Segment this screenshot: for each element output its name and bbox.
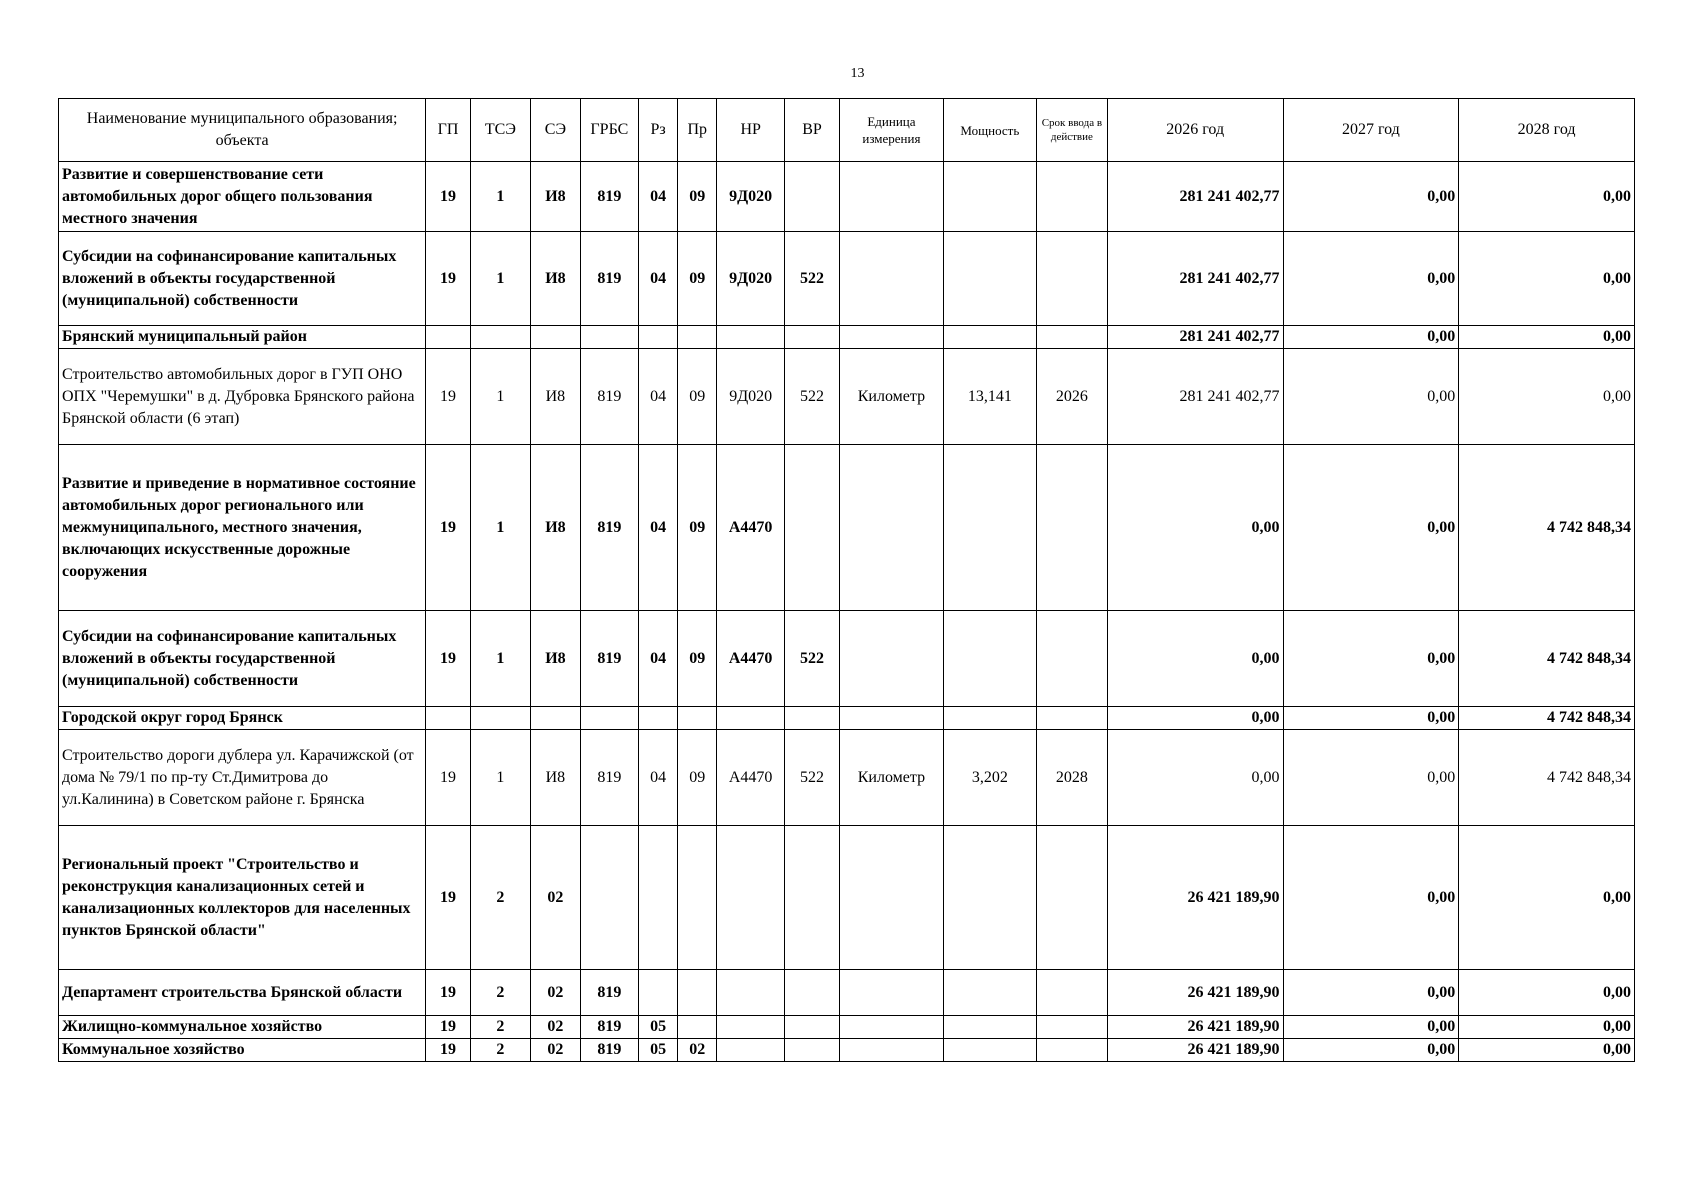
- table-row: [59, 445, 1635, 611]
- grbs-cell: 819: [580, 445, 638, 611]
- object-name-cell: Субсидии на софинансирование капитальных вложений в объекты государственной (муниципальной) собственности: [59, 232, 426, 326]
- tse-cell: 2: [470, 1039, 530, 1062]
- amount-2027-cell: 0,00: [1283, 1039, 1459, 1062]
- amount-2027-cell: 0,00: [1283, 349, 1459, 445]
- header-cell: СЭ: [531, 99, 581, 162]
- unit-cell: [840, 611, 944, 707]
- se-cell: И8: [531, 611, 581, 707]
- term-cell: [1036, 1016, 1107, 1039]
- grbs-cell: [580, 326, 638, 349]
- budget-table: [58, 98, 1635, 1062]
- amount-2027-cell: 0,00: [1283, 1016, 1459, 1039]
- tse-cell: 1: [470, 162, 530, 232]
- term-cell: 2028: [1036, 730, 1107, 826]
- vr-cell: [785, 707, 840, 730]
- header-cell: НР: [717, 99, 785, 162]
- grbs-cell: 819: [580, 1039, 638, 1062]
- unit-cell: [840, 1039, 944, 1062]
- rz-cell: 04: [638, 730, 677, 826]
- unit-cell: Километр: [840, 730, 944, 826]
- gp-cell: [426, 707, 470, 730]
- se-cell: 02: [531, 1039, 581, 1062]
- object-name-cell: Строительство дороги дублера ул. Карачижской (от дома № 79/1 по пр-ту Ст.Димитрова до ул.Калинина) в Советском районе г. Брянска: [59, 730, 426, 826]
- se-cell: И8: [531, 162, 581, 232]
- nr-cell: А4470: [717, 730, 785, 826]
- tse-cell: 2: [470, 1016, 530, 1039]
- amount-2026-cell: 281 241 402,77: [1107, 349, 1283, 445]
- grbs-cell: [580, 707, 638, 730]
- term-cell: [1036, 1039, 1107, 1062]
- tse-cell: 2: [470, 826, 530, 970]
- rz-cell: 05: [638, 1039, 677, 1062]
- table-row: [59, 162, 1635, 232]
- pr-cell: 09: [678, 349, 717, 445]
- tse-cell: 1: [470, 349, 530, 445]
- pr-cell: [678, 826, 717, 970]
- rz-cell: [638, 707, 677, 730]
- table-row: [59, 232, 1635, 326]
- term-cell: [1036, 445, 1107, 611]
- object-name-cell: Коммунальное хозяйство: [59, 1039, 426, 1062]
- power-cell: [943, 826, 1036, 970]
- gp-cell: [426, 326, 470, 349]
- tse-cell: 1: [470, 611, 530, 707]
- nr-cell: 9Д020: [717, 232, 785, 326]
- amount-2027-cell: 0,00: [1283, 611, 1459, 707]
- nr-cell: А4470: [717, 611, 785, 707]
- vr-cell: [785, 445, 840, 611]
- table-row: [59, 1016, 1635, 1039]
- table-row: [59, 707, 1635, 730]
- amount-2028-cell: 4 742 848,34: [1459, 445, 1635, 611]
- object-name-cell: Региональный проект "Строительство и реконструкция канализационных сетей и канализационных коллекторов для населенных пунктов Брянской области": [59, 826, 426, 970]
- object-name-cell: Департамент строительства Брянской области: [59, 970, 426, 1016]
- se-cell: [531, 707, 581, 730]
- amount-2028-cell: 0,00: [1459, 1016, 1635, 1039]
- grbs-cell: 819: [580, 1016, 638, 1039]
- gp-cell: 19: [426, 826, 470, 970]
- power-cell: [943, 445, 1036, 611]
- grbs-cell: 819: [580, 232, 638, 326]
- object-name-cell: Развитие и совершенствование сети автомобильных дорог общего пользования местного значения: [59, 162, 426, 232]
- amount-2026-cell: 26 421 189,90: [1107, 1016, 1283, 1039]
- grbs-cell: 819: [580, 730, 638, 826]
- tse-cell: 1: [470, 445, 530, 611]
- header-cell: Единица измерения: [840, 99, 944, 162]
- term-cell: [1036, 707, 1107, 730]
- nr-cell: 9Д020: [717, 162, 785, 232]
- term-cell: [1036, 970, 1107, 1016]
- object-name-cell: Развитие и приведение в нормативное состояние автомобильных дорог регионального или межмуниципального, местного значения, включающих искусственные дорожные сооружения: [59, 445, 426, 611]
- power-cell: [943, 970, 1036, 1016]
- table-row: [59, 970, 1635, 1016]
- table-row: [59, 730, 1635, 826]
- amount-2026-cell: 26 421 189,90: [1107, 826, 1283, 970]
- page-number: 13: [850, 66, 865, 81]
- term-cell: 2026: [1036, 349, 1107, 445]
- table-row: [59, 326, 1635, 349]
- pr-cell: 09: [678, 162, 717, 232]
- unit-cell: [840, 162, 944, 232]
- pr-cell: 09: [678, 445, 717, 611]
- se-cell: 02: [531, 826, 581, 970]
- tse-cell: 2: [470, 970, 530, 1016]
- amount-2026-cell: 26 421 189,90: [1107, 970, 1283, 1016]
- nr-cell: [717, 1039, 785, 1062]
- object-name-cell: Брянский муниципальный район: [59, 326, 426, 349]
- amount-2027-cell: 0,00: [1283, 326, 1459, 349]
- power-cell: 3,202: [943, 730, 1036, 826]
- power-cell: [943, 1016, 1036, 1039]
- amount-2027-cell: 0,00: [1283, 162, 1459, 232]
- header-cell: Наименование муниципального образования; объекта: [59, 99, 426, 162]
- object-name-cell: Жилищно-коммунальное хозяйство: [59, 1016, 426, 1039]
- grbs-cell: [580, 826, 638, 970]
- rz-cell: [638, 326, 677, 349]
- amount-2028-cell: 0,00: [1459, 162, 1635, 232]
- object-name-cell: Строительство автомобильных дорог в ГУП ОНО ОПХ "Черемушки" в д. Дубровка Брянского района Брянской области (6 этап): [59, 349, 426, 445]
- amount-2026-cell: 26 421 189,90: [1107, 1039, 1283, 1062]
- tse-cell: 1: [470, 232, 530, 326]
- amount-2028-cell: 0,00: [1459, 349, 1635, 445]
- gp-cell: 19: [426, 162, 470, 232]
- pr-cell: 02: [678, 1039, 717, 1062]
- amount-2026-cell: 0,00: [1107, 445, 1283, 611]
- rz-cell: 04: [638, 445, 677, 611]
- nr-cell: 9Д020: [717, 349, 785, 445]
- se-cell: [531, 326, 581, 349]
- power-cell: [943, 326, 1036, 349]
- unit-cell: [840, 1016, 944, 1039]
- amount-2028-cell: 0,00: [1459, 1039, 1635, 1062]
- table-row: [59, 349, 1635, 445]
- term-cell: [1036, 611, 1107, 707]
- pr-cell: 09: [678, 232, 717, 326]
- header-cell: ГП: [426, 99, 470, 162]
- object-name-cell: Городской округ город Брянск: [59, 707, 426, 730]
- header-cell: 2027 год: [1283, 99, 1459, 162]
- grbs-cell: 819: [580, 349, 638, 445]
- nr-cell: [717, 326, 785, 349]
- pr-cell: [678, 707, 717, 730]
- se-cell: И8: [531, 730, 581, 826]
- object-name-cell: Субсидии на софинансирование капитальных вложений в объекты государственной (муниципальной) собственности: [59, 611, 426, 707]
- rz-cell: 04: [638, 162, 677, 232]
- gp-cell: 19: [426, 611, 470, 707]
- rz-cell: [638, 826, 677, 970]
- gp-cell: 19: [426, 1039, 470, 1062]
- tse-cell: 1: [470, 730, 530, 826]
- header-cell: Срок ввода в действие: [1036, 99, 1107, 162]
- amount-2028-cell: 0,00: [1459, 970, 1635, 1016]
- gp-cell: 19: [426, 349, 470, 445]
- amount-2028-cell: 0,00: [1459, 232, 1635, 326]
- se-cell: И8: [531, 232, 581, 326]
- rz-cell: 05: [638, 1016, 677, 1039]
- grbs-cell: 819: [580, 162, 638, 232]
- amount-2028-cell: 4 742 848,34: [1459, 707, 1635, 730]
- gp-cell: 19: [426, 970, 470, 1016]
- amount-2027-cell: 0,00: [1283, 445, 1459, 611]
- rz-cell: 04: [638, 611, 677, 707]
- pr-cell: 09: [678, 611, 717, 707]
- power-cell: 13,141: [943, 349, 1036, 445]
- se-cell: 02: [531, 1016, 581, 1039]
- amount-2026-cell: 281 241 402,77: [1107, 326, 1283, 349]
- vr-cell: [785, 326, 840, 349]
- vr-cell: 522: [785, 611, 840, 707]
- unit-cell: [840, 326, 944, 349]
- rz-cell: 04: [638, 232, 677, 326]
- rz-cell: 04: [638, 349, 677, 445]
- nr-cell: [717, 826, 785, 970]
- se-cell: 02: [531, 970, 581, 1016]
- se-cell: И8: [531, 349, 581, 445]
- amount-2026-cell: 0,00: [1107, 707, 1283, 730]
- gp-cell: 19: [426, 232, 470, 326]
- power-cell: [943, 232, 1036, 326]
- header-cell: Пр: [678, 99, 717, 162]
- vr-cell: [785, 826, 840, 970]
- amount-2027-cell: 0,00: [1283, 707, 1459, 730]
- amount-2026-cell: 281 241 402,77: [1107, 232, 1283, 326]
- pr-cell: 09: [678, 730, 717, 826]
- amount-2026-cell: 0,00: [1107, 611, 1283, 707]
- unit-cell: [840, 445, 944, 611]
- amount-2026-cell: 0,00: [1107, 730, 1283, 826]
- amount-2028-cell: 4 742 848,34: [1459, 611, 1635, 707]
- amount-2028-cell: 0,00: [1459, 326, 1635, 349]
- unit-cell: [840, 970, 944, 1016]
- power-cell: [943, 707, 1036, 730]
- term-cell: [1036, 232, 1107, 326]
- term-cell: [1036, 826, 1107, 970]
- header-row: [59, 99, 1635, 162]
- se-cell: И8: [531, 445, 581, 611]
- header-cell: ГРБС: [580, 99, 638, 162]
- amount-2027-cell: 0,00: [1283, 730, 1459, 826]
- amount-2026-cell: 281 241 402,77: [1107, 162, 1283, 232]
- header-cell: Мощность: [943, 99, 1036, 162]
- vr-cell: 522: [785, 730, 840, 826]
- gp-cell: 19: [426, 730, 470, 826]
- vr-cell: [785, 1016, 840, 1039]
- amount-2028-cell: 4 742 848,34: [1459, 730, 1635, 826]
- vr-cell: 522: [785, 349, 840, 445]
- nr-cell: [717, 970, 785, 1016]
- pr-cell: [678, 326, 717, 349]
- header-cell: Рз: [638, 99, 677, 162]
- vr-cell: [785, 162, 840, 232]
- amount-2027-cell: 0,00: [1283, 232, 1459, 326]
- pr-cell: [678, 1016, 717, 1039]
- grbs-cell: 819: [580, 611, 638, 707]
- nr-cell: [717, 707, 785, 730]
- table-row: [59, 826, 1635, 970]
- amount-2028-cell: 0,00: [1459, 826, 1635, 970]
- vr-cell: 522: [785, 232, 840, 326]
- vr-cell: [785, 970, 840, 1016]
- gp-cell: 19: [426, 445, 470, 611]
- power-cell: [943, 611, 1036, 707]
- nr-cell: А4470: [717, 445, 785, 611]
- header-cell: ВР: [785, 99, 840, 162]
- term-cell: [1036, 162, 1107, 232]
- unit-cell: [840, 232, 944, 326]
- term-cell: [1036, 326, 1107, 349]
- pr-cell: [678, 970, 717, 1016]
- grbs-cell: 819: [580, 970, 638, 1016]
- vr-cell: [785, 1039, 840, 1062]
- header-cell: ТСЭ: [470, 99, 530, 162]
- header-cell: 2028 год: [1459, 99, 1635, 162]
- gp-cell: 19: [426, 1016, 470, 1039]
- amount-2027-cell: 0,00: [1283, 970, 1459, 1016]
- tse-cell: [470, 326, 530, 349]
- unit-cell: [840, 826, 944, 970]
- table-row: [59, 611, 1635, 707]
- unit-cell: Километр: [840, 349, 944, 445]
- power-cell: [943, 162, 1036, 232]
- amount-2027-cell: 0,00: [1283, 826, 1459, 970]
- header-cell: 2026 год: [1107, 99, 1283, 162]
- tse-cell: [470, 707, 530, 730]
- unit-cell: [840, 707, 944, 730]
- nr-cell: [717, 1016, 785, 1039]
- rz-cell: [638, 970, 677, 1016]
- table-row: [59, 1039, 1635, 1062]
- power-cell: [943, 1039, 1036, 1062]
